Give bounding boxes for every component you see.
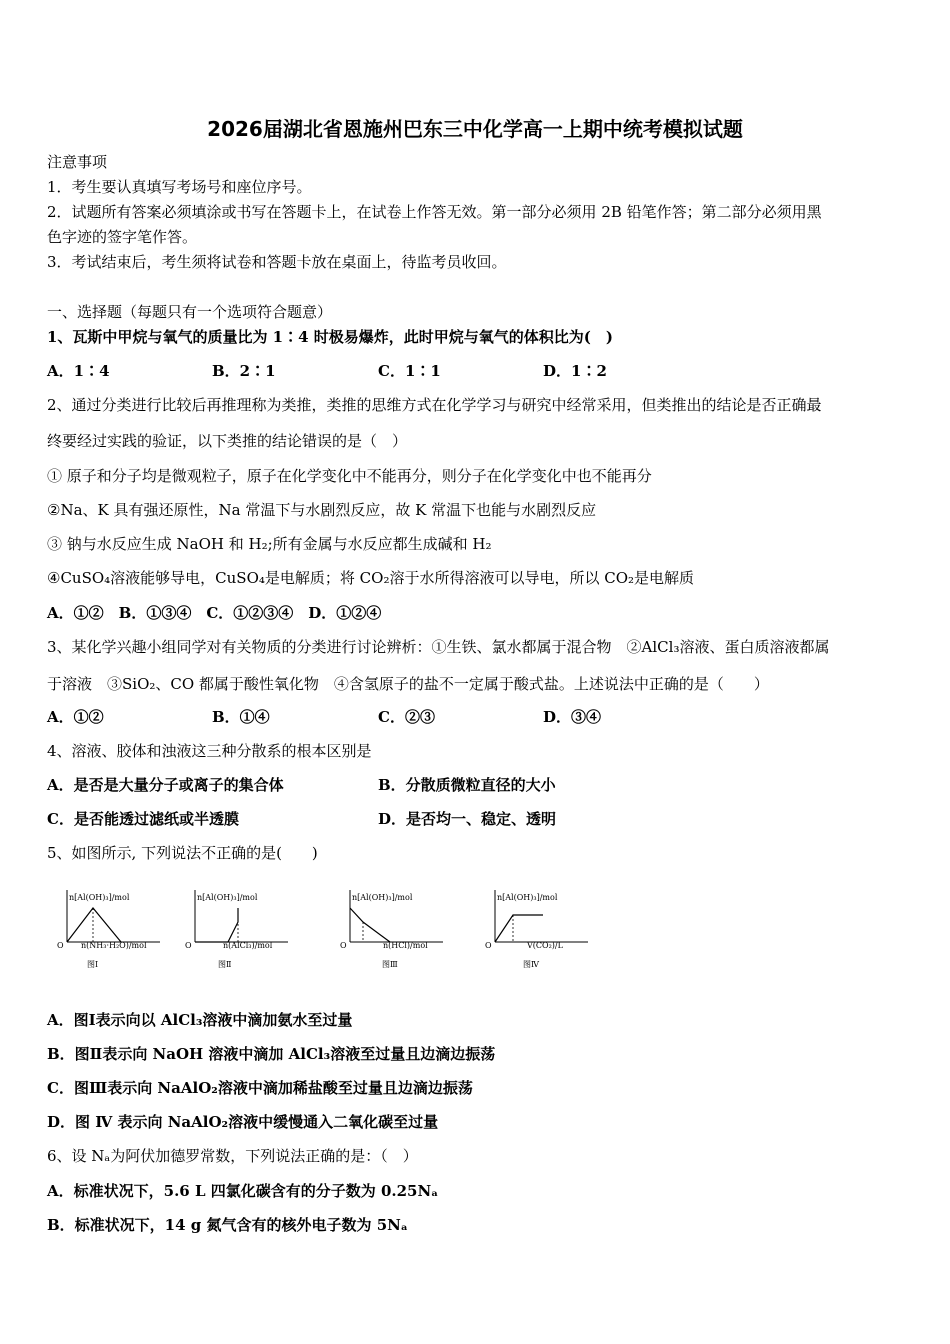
graph-3-origin: O (340, 941, 347, 950)
q3-option-c: C．②③ (378, 708, 435, 726)
q5-option-d: D．图 Ⅳ 表示向 NaAlO₂溶液中缓慢通入二氧化碳至过量 (47, 1113, 439, 1131)
notice-item-1: 1．考生要认真填写考场号和座位序号。 (47, 178, 312, 196)
q6-stem: 6、设 Nₐ为阿伏加德罗常数，下列说法正确的是：（ ） (47, 1147, 418, 1165)
graph-2-origin: O (185, 941, 192, 950)
q2-statement-2: ②Na、K 具有强还原性，Na 常温下与水剧烈反应，故 K 常温下也能与水剧烈反应 (47, 501, 597, 519)
q3-option-d: D．③④ (543, 708, 602, 726)
graph-3-xlabel: n(HCl)/mol (383, 941, 428, 950)
q2-statement-1: ① 原子和分子均是微观粒子，原子在化学变化中不能再分，则分子在化学变化中也不能再分 (47, 467, 652, 485)
q5-stem: 5、如图所示, 下列说法不正确的是( ) (47, 844, 318, 862)
q4-option-a: A．是否是大量分子或离子的集合体 (47, 776, 284, 794)
q3-option-b: B．①④ (212, 708, 270, 726)
section-heading: 一、选择题（每题只有一个选项符合题意） (47, 303, 333, 321)
q5-option-b: B．图Ⅱ表示向 NaOH 溶液中滴加 AlCl₃溶液至过量且边滴边振荡 (47, 1045, 496, 1063)
q1-option-b: B．2∶1 (212, 362, 276, 380)
graph-1-origin: O (57, 941, 64, 950)
graph-1 (57, 890, 160, 969)
graph-4-xlabel: V(CO₂)/L (527, 941, 563, 950)
graph-2-xlabel: n(AlCl₃)/mol (223, 941, 273, 950)
notice-heading: 注意事项 (47, 153, 108, 171)
q3-option-a: A．①② (47, 708, 104, 726)
q1-option-a: A．1∶4 (47, 362, 110, 380)
q3-stem-2: 于溶液 ③SiO₂、CO 都属于酸性氧化物 ④含氢原子的盐不一定属于酸式盐。上述说法中正确的是（ ） (47, 675, 769, 693)
q2-stem-2: 终要经过实践的验证，以下类推的结论错误的是（ ） (47, 432, 408, 450)
q5-option-c: C．图Ⅲ表示向 NaAlO₂溶液中滴加稀盐酸至过量且边滴边振荡 (47, 1079, 473, 1097)
graph-4-origin: O (485, 941, 492, 950)
graph-4-ylabel: n[Al(OH)₃]/mol (497, 893, 558, 902)
q2-statement-3: ③ 钠与水反应生成 NaOH 和 H₂;所有金属与水反应都生成碱和 H₂ (47, 535, 492, 553)
notice-item-2a: 2．试题所有答案必须填涂或书写在答题卡上，在试卷上作答无效。第一部分必须用 2B 铅笔作答；第二部分必须用黑 (47, 203, 822, 221)
graph-3-ylabel: n[Al(OH)₃]/mol (352, 893, 413, 902)
graph-1-ylabel: n[Al(OH)₃]/mol (69, 893, 130, 902)
notice-item-3: 3．考试结束后，考生须将试卷和答题卡放在桌面上，待监考员收回。 (47, 253, 507, 271)
graph-4 (485, 890, 588, 969)
graph-3 (340, 890, 443, 969)
q4-option-d: D．是否均一、稳定、透明 (378, 810, 557, 828)
q2-options: A．①② B．①③④ C．①②③④ D．①②④ (47, 604, 382, 622)
graph-2-ylabel: n[Al(OH)₃]/mol (197, 893, 258, 902)
graph-1-name: 图Ⅰ (87, 960, 99, 969)
q6-option-b: B．标准状况下，14 g 氮气含有的核外电子数为 5Nₐ (47, 1216, 408, 1234)
page-title: 2026届湖北省恩施州巴东三中化学高一上期中统考模拟试题 (207, 117, 743, 141)
notice-item-2b: 色字迹的签字笔作答。 (47, 228, 198, 246)
graph-1-xlabel: n(NH₃·H₂O)/mol (81, 941, 147, 950)
q5-graphs (45, 885, 605, 975)
q4-option-b: B．分散质微粒直径的大小 (378, 776, 556, 794)
q1-option-c: C．1∶1 (378, 362, 441, 380)
graph-3-name: 图Ⅲ (382, 960, 398, 969)
q2-stem-1: 2、通过分类进行比较后再推理称为类推，类推的思维方式在化学学习与研究中经常采用，但类推出的结论是否正确最 (47, 396, 822, 414)
q5-option-a: A．图Ⅰ表示向以 AlCl₃溶液中滴加氨水至过量 (47, 1011, 353, 1029)
q1-stem: 1、瓦斯中甲烷与氧气的质量比为 1∶4 时极易爆炸，此时甲烷与氧气的体积比为( ) (47, 328, 613, 346)
q4-option-c: C．是否能透过滤纸或半透膜 (47, 810, 239, 828)
q1-option-d: D．1∶2 (543, 362, 607, 380)
graph-2 (185, 890, 288, 969)
graph-4-name: 图Ⅳ (523, 960, 539, 969)
graph-2-name: 图Ⅱ (218, 960, 232, 969)
q3-stem-1: 3、某化学兴趣小组同学对有关物质的分类进行讨论辨析：①生铁、氯水都属于混合物 ②AlCl₃溶液、蛋白质溶液都属 (47, 638, 830, 656)
q6-option-a: A．标准状况下，5.6 L 四氯化碳含有的分子数为 0.25Nₐ (47, 1182, 439, 1200)
q2-statement-4: ④CuSO₄溶液能够导电，CuSO₄是电解质；将 CO₂溶于水所得溶液可以导电，所以 CO₂是电解质 (47, 569, 695, 587)
q4-stem: 4、溶液、胶体和浊液这三种分散系的根本区别是 (47, 742, 372, 760)
